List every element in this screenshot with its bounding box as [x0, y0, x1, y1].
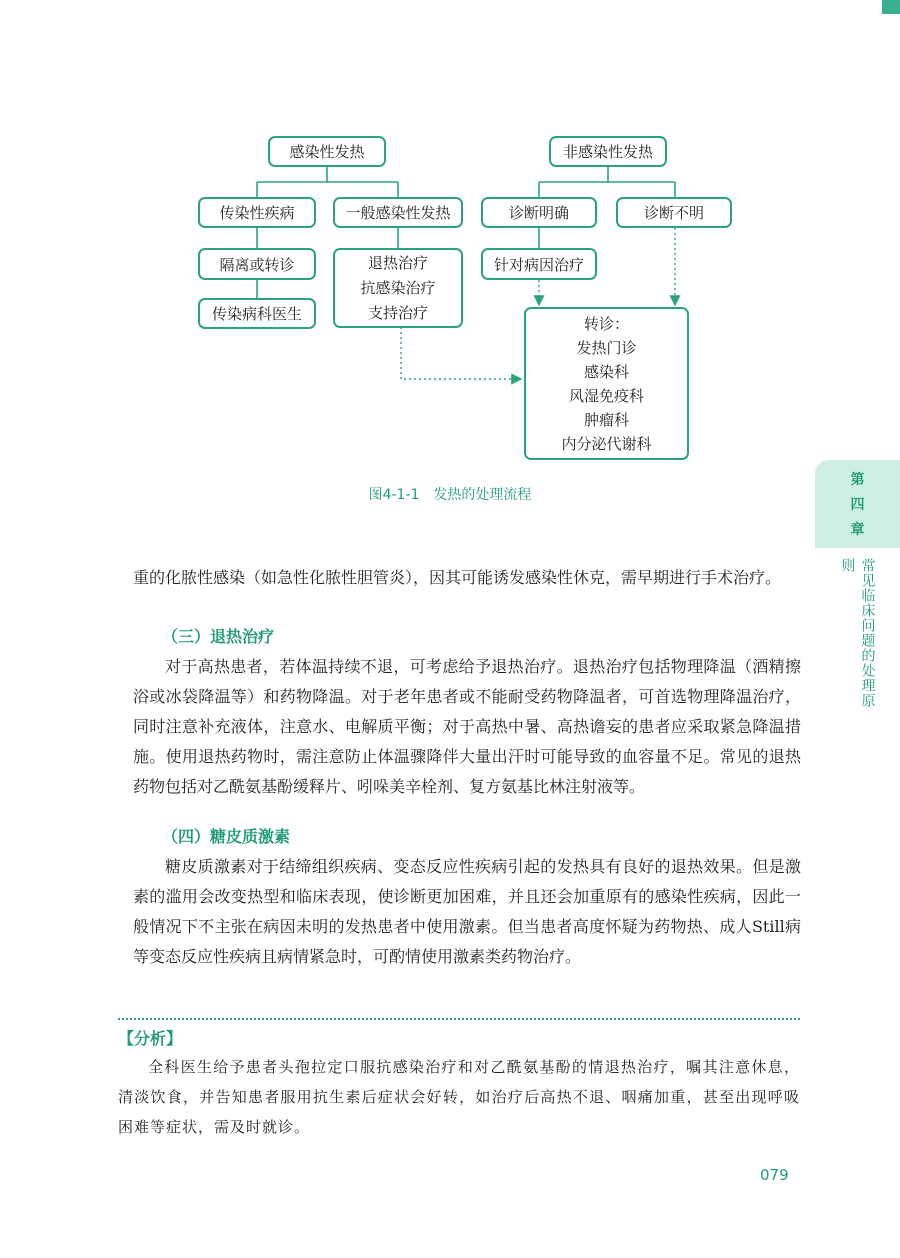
chapter-tab: 第 四 章 — [815, 460, 900, 548]
section-heading-3: （三）退热治疗 — [162, 627, 275, 646]
chapter-title-vertical: 常见临床问题的处理原则 — [839, 558, 876, 708]
id-doctor-box: 传染病科医生 — [198, 298, 316, 329]
diagnosis-unclear-box: 诊断不明 — [616, 197, 732, 228]
page-number: 079 — [760, 1166, 789, 1184]
non-infectious-fever-box: 非感染性发热 — [549, 136, 667, 167]
figure-caption: 图4-1-1 发热的处理流程 — [368, 487, 532, 503]
analysis-text: 全科医生给予患者头孢拉定口服抗感染治疗和对乙酰氨基酚的情退热治疗，嘱其注意休息，清淡饮食，并告知患者服用抗生素后症状会好转，如治疗后高热不退、咽痛加重，甚至出现呼吸困难等症状，需及时就诊。 — [118, 1058, 800, 1136]
targeted-treatment-box: 针对病因治疗 — [481, 248, 597, 280]
paragraph-continuation: 重的化脓性感染（如急性化脓性胆管炎），因其可能诱发感染性休克，需早期进行手术治疗。 — [133, 568, 782, 587]
fever-flowchart — [0, 0, 900, 470]
isolation-referral-box: 隔离或转诊 — [198, 248, 316, 280]
paragraph-antipyretic: 对于高热患者，若体温持续不退，可考虑给予退热治疗。退热治疗包括物理降温（酒精擦浴或冰袋降温等）和药物降温。对于老年患者或不能耐受药物降温者，可首选物理降温治疗，同时注意补充液体，注意水、电解质平衡；对于高热中暑、高热谵妄的患者应采取紧急降温措施。使用退热药物时，需注意防止体温骤降伴大量出汗时可能导致的血容量不足。常见的退热药物包括对乙酰氨基酚缓释片、吲哚美辛栓剂、复方氨基比林注射液等。 — [133, 657, 801, 796]
infectious-fever-box: 感染性发热 — [268, 136, 386, 167]
referral-box: 转诊： 发热门诊 感染科 风湿免疫科 肿瘤科 内分泌代谢科 — [524, 307, 689, 460]
analysis-label: 【分析】 — [118, 1029, 183, 1048]
analysis-divider — [118, 1018, 800, 1020]
general-infection-box: 一般感染性发热 — [333, 197, 463, 228]
flowchart-connectors — [0, 0, 900, 470]
treatment-box: 退热治疗 抗感染治疗 支持治疗 — [333, 248, 463, 328]
paragraph-glucocorticoid: 糖皮质激素对于结缔组织疾病、变态反应性疾病引起的发热具有良好的退热效果。但是激素的滥用会改变热型和临床表现，使诊断更加困难，并且还会加重原有的感染性疾病，因此一般情况下不主张在病因未明的发热患者中使用激素。但当患者高度怀疑为药物热、成人Still病等变态反应性疾病且病情紧急时，可酌情使用激素类药物治疗。 — [133, 857, 801, 966]
communicable-disease-box: 传染性疾病 — [198, 197, 316, 228]
section-heading-4: （四）糖皮质激素 — [162, 827, 291, 846]
diagnosis-clear-box: 诊断明确 — [481, 197, 597, 228]
